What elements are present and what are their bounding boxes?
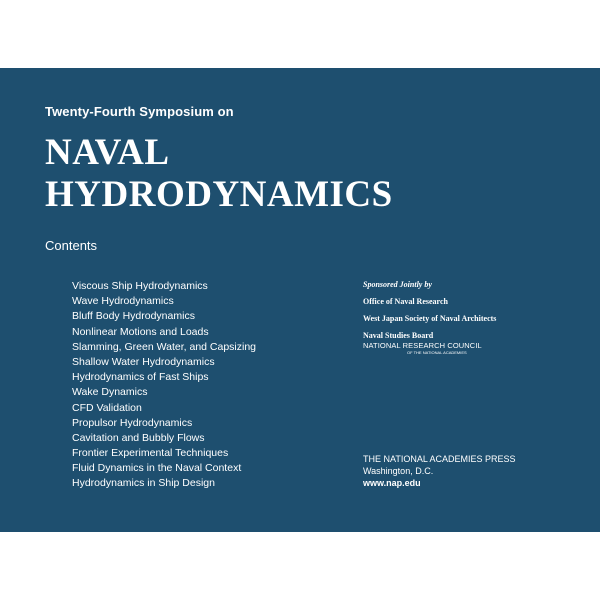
contents-heading: Contents xyxy=(45,238,98,253)
contents-item: Nonlinear Motions and Loads xyxy=(72,325,209,338)
council-subtitle: OF THE NATIONAL ACADEMIES xyxy=(407,350,467,355)
contents-item: Propulsor Hydrodynamics xyxy=(72,416,193,429)
contents-item: Frontier Experimental Techniques xyxy=(72,447,229,460)
publisher-url: www.nap.edu xyxy=(363,478,421,488)
contents-item: Slamming, Green Water, and Capsizing xyxy=(72,340,257,353)
publisher-name: THE NATIONAL ACADEMIES PRESS xyxy=(363,454,516,464)
contents-item: Shallow Water Hydrodynamics xyxy=(72,355,215,368)
book-title xyxy=(45,132,393,216)
contents-item: Hydrodynamics in Ship Design xyxy=(72,477,215,490)
sponsor-board: Naval Studies Board xyxy=(363,331,434,340)
council-name: NATIONAL RESEARCH COUNCIL xyxy=(363,341,482,350)
contents-item: Hydrodynamics of Fast Ships xyxy=(72,371,209,384)
contents-item: Viscous Ship Hydrodynamics xyxy=(72,280,208,292)
contents-item: Wake Dynamics xyxy=(72,386,148,399)
title-line-hydrodynamics: HYDRODYNAMICS xyxy=(45,174,393,215)
symposium-subtitle: Twenty-Fourth Symposium on xyxy=(45,104,234,119)
contents-item: CFD Validation xyxy=(72,401,142,414)
contents-item: Wave Hydrodynamics xyxy=(72,295,174,308)
contents-item: Cavitation and Bubbly Flows xyxy=(72,431,205,444)
contents-item: Fluid Dynamics in the Naval Context xyxy=(72,462,242,475)
book-cover xyxy=(0,68,600,532)
sponsor-block xyxy=(363,279,496,355)
contents-item: Bluff Body Hydrodynamics xyxy=(72,310,195,323)
sponsor-society: West Japan Society of Naval Architects xyxy=(363,314,497,323)
publisher-block xyxy=(363,453,516,489)
sponsor-heading: Sponsored Jointly by xyxy=(363,280,432,289)
publisher-city: Washington, D.C. xyxy=(363,466,434,476)
title-line-naval: NAVAL xyxy=(45,132,170,173)
contents-list xyxy=(72,279,256,492)
sponsor-office: Office of Naval Research xyxy=(363,297,448,306)
